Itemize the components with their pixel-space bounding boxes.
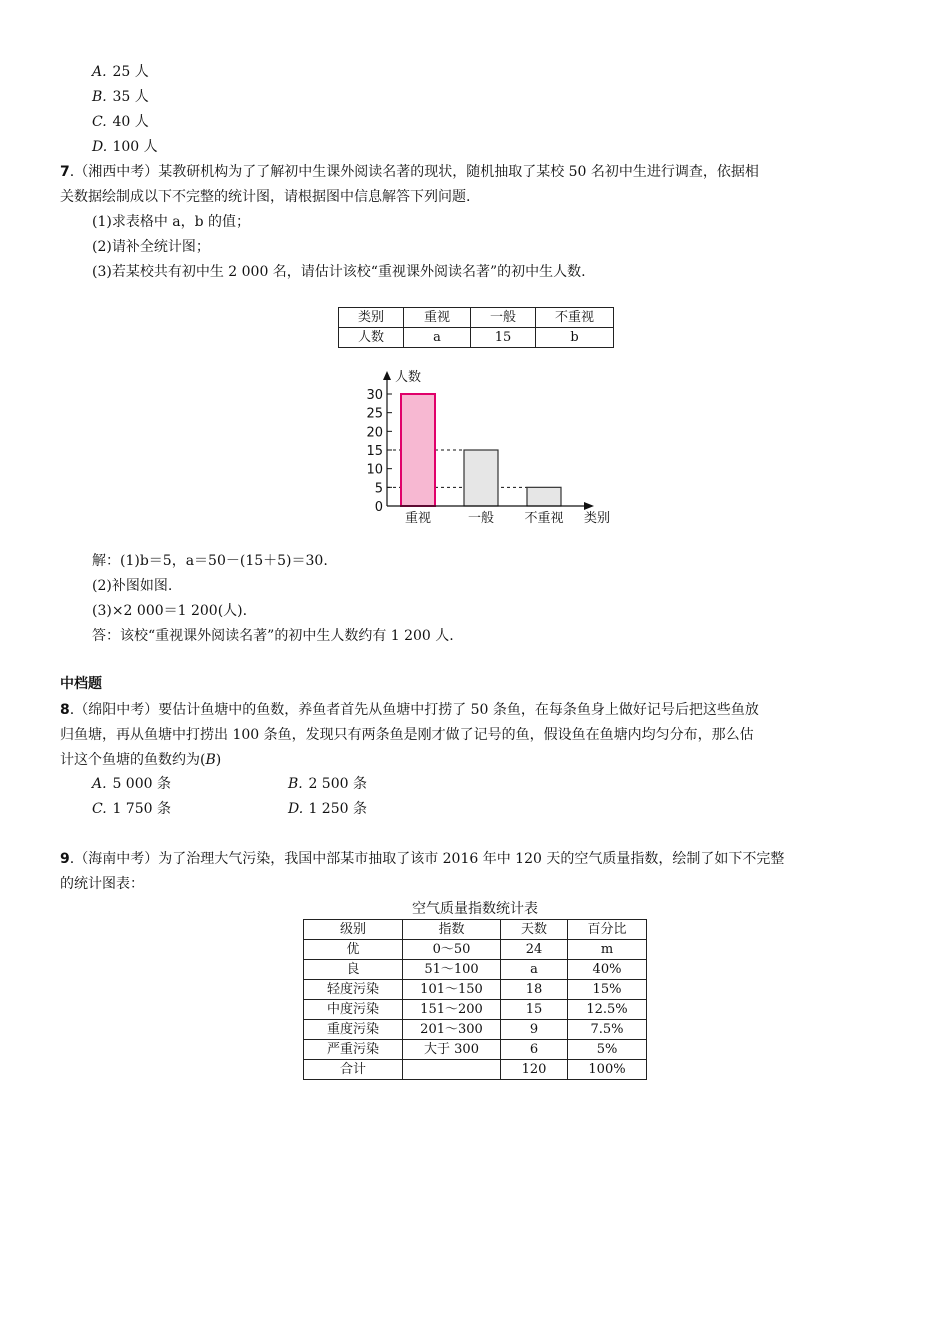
y-tick-label: 5 (374, 481, 383, 497)
table-cell: a (501, 960, 568, 980)
table-row (339, 328, 614, 348)
chart-bars (401, 394, 561, 506)
table-header-cell: 百分比 (568, 920, 647, 940)
q7-stem-line2: 关数据绘制成以下不完整的统计图，请根据图中信息解答下列问题. (60, 189, 471, 205)
question-number: 9 (60, 851, 70, 867)
table-cell: 6 (501, 1040, 568, 1060)
q9-table (303, 919, 647, 1080)
table-cell: 优 (304, 940, 403, 960)
y-axis-arrow-icon (383, 371, 391, 380)
q6-option-c (92, 112, 149, 132)
table-row (304, 1040, 647, 1060)
option-letter: B. (288, 776, 303, 792)
q6-option-b (92, 87, 149, 107)
table-header-cell: 一般 (471, 308, 536, 328)
q7-sub1: (1)求表格中 a，b 的值； (92, 214, 251, 230)
question-number: 8 (60, 702, 70, 718)
table-cell: 120 (501, 1060, 568, 1080)
q8-line3 (60, 750, 221, 770)
option-letter: C. (92, 801, 107, 817)
option-letter: A. (92, 776, 107, 792)
x-axis-label: 类别 (584, 511, 611, 526)
table-cell: 101～150 (403, 980, 501, 1000)
q9-table-body (304, 940, 647, 1080)
option-text: 35 人 (112, 89, 149, 105)
option-letter: C. (92, 114, 107, 130)
q7-solution-4: 答：该校“重视课外阅读名著”的初中生人数约有 1 200 人. (92, 628, 454, 644)
y-tick-label: 20 (366, 425, 383, 441)
option-text: 1 750 条 (112, 801, 171, 817)
table-cell: 51～100 (403, 960, 501, 980)
option-letter: D. (92, 139, 108, 155)
table-cell: 151～200 (403, 1000, 501, 1020)
table-cell: 15 (471, 328, 536, 348)
y-axis-label: 人数 (395, 370, 422, 385)
table-row (304, 1020, 647, 1040)
table-row (304, 960, 647, 980)
question-number: 7 (60, 164, 70, 180)
y-tick-label: 10 (366, 462, 383, 478)
answer: B (205, 752, 216, 768)
table-cell (403, 1060, 501, 1080)
option-text: 100 人 (112, 139, 158, 155)
table-row (304, 1000, 647, 1020)
table-cell: 12.5% (568, 1000, 647, 1020)
y-tick-label: 25 (366, 406, 383, 422)
table-cell: 0～50 (403, 940, 501, 960)
q8-line2: 归鱼塘，再从鱼塘中打捞出 100 条鱼，发现只有两条鱼是刚才做了记号的鱼，假设鱼在鱼塘内均匀分布，那么估 (60, 727, 754, 743)
q6-option-d (92, 137, 158, 157)
table-header-cell: 不重视 (536, 308, 614, 328)
table-cell: 重度污染 (304, 1020, 403, 1040)
table-cell: 9 (501, 1020, 568, 1040)
q7-table (338, 307, 614, 348)
option-text: 2 500 条 (308, 776, 367, 792)
q6-option-a (92, 62, 149, 82)
y-tick-label: 30 (366, 388, 383, 403)
table-header-cell: 级别 (304, 920, 403, 940)
table-header-cell: 天数 (501, 920, 568, 940)
y-tick-label: 15 (366, 444, 383, 459)
table-row (304, 940, 647, 960)
table-cell: m (568, 940, 647, 960)
y-ticks (366, 388, 392, 515)
table-cell: 轻度污染 (304, 980, 403, 1000)
table-header-cell: 指数 (403, 920, 501, 940)
question-text: ) (215, 752, 222, 768)
q7-sub3: (3)若某校共有初中生 2 000 名，请估计该校“重视课外阅读名著”的初中生人数. (92, 264, 586, 280)
table-row (304, 980, 647, 1000)
bar (464, 450, 498, 506)
q9-line1 (60, 849, 784, 869)
table-cell: 15% (568, 980, 647, 1000)
q7-stem-line1 (60, 162, 759, 182)
table-header-row (339, 308, 614, 328)
y-tick-label: 0 (374, 500, 383, 515)
table-header-cell: 类别 (339, 308, 404, 328)
table-cell: 合计 (304, 1060, 403, 1080)
table-cell: 中度污染 (304, 1000, 403, 1020)
bar-chart (360, 365, 630, 530)
q8-option-c (92, 799, 171, 819)
option-letter: D. (288, 801, 304, 817)
table-row (304, 1060, 647, 1080)
table-cell: 40% (568, 960, 647, 980)
question-text: .（海南中考）为了治理大气污染，我国中部某市抽取了该市 2016 年中 120 天的空气质量指数，绘制了如下不完整 (69, 851, 785, 867)
q9-table-title: 空气质量指数统计表 (412, 901, 538, 917)
q7-solution-3: (3)×2 000＝1 200(人). (92, 603, 248, 619)
table-cell: 大于 300 (403, 1040, 501, 1060)
question-text: .（绵阳中考）要估计鱼塘中的鱼数，养鱼者首先从鱼塘中打捞了 50 条鱼，在每条鱼身上做好记号后把这些鱼放 (69, 702, 759, 718)
q8-option-d (288, 799, 367, 819)
table-cell: 100% (568, 1060, 647, 1080)
x-tick-label: 一般 (467, 511, 495, 526)
question-text: 计这个鱼塘的鱼数约为( (60, 752, 206, 768)
section-title: 中档题 (60, 676, 102, 692)
x-tick-label: 重视 (404, 511, 432, 526)
table-header-cell: 重视 (404, 308, 471, 328)
q8-option-b (288, 774, 367, 794)
q7-solution-1: 解：(1)b＝5，a＝50－(15＋5)＝30. (92, 553, 328, 569)
table-cell: 严重污染 (304, 1040, 403, 1060)
q8-line1 (60, 700, 759, 720)
option-text: 1 250 条 (308, 801, 367, 817)
x-tick-label: 不重视 (524, 511, 564, 526)
table-cell: 7.5% (568, 1020, 647, 1040)
table-header-row (304, 920, 647, 940)
table-cell: 15 (501, 1000, 568, 1020)
table-cell: 18 (501, 980, 568, 1000)
q7-solution-2: (2)补图如图. (92, 578, 173, 594)
q8-option-a (92, 774, 171, 794)
table-cell: 24 (501, 940, 568, 960)
option-text: 25 人 (112, 64, 149, 80)
table-cell: a (404, 328, 471, 348)
bar (401, 394, 435, 506)
bar (527, 487, 561, 506)
x-ticks (405, 511, 564, 526)
table-cell: 5% (568, 1040, 647, 1060)
q9-line2: 的统计图表： (60, 876, 144, 892)
question-text: .（湘西中考）某教研机构为了了解初中生课外阅读名著的现状，随机抽取了某校 50 名初中生进行调查，依据相 (69, 164, 759, 180)
table-cell: 良 (304, 960, 403, 980)
option-text: 40 人 (112, 114, 149, 130)
table-cell: 201～300 (403, 1020, 501, 1040)
q7-sub2: (2)请补全统计图； (92, 239, 210, 255)
option-text: 5 000 条 (112, 776, 171, 792)
table-cell: b (536, 328, 614, 348)
x-axis-arrow-icon (584, 502, 594, 510)
table-cell: 人数 (339, 328, 404, 348)
option-letter: B. (92, 89, 107, 105)
option-letter: A. (92, 64, 107, 80)
